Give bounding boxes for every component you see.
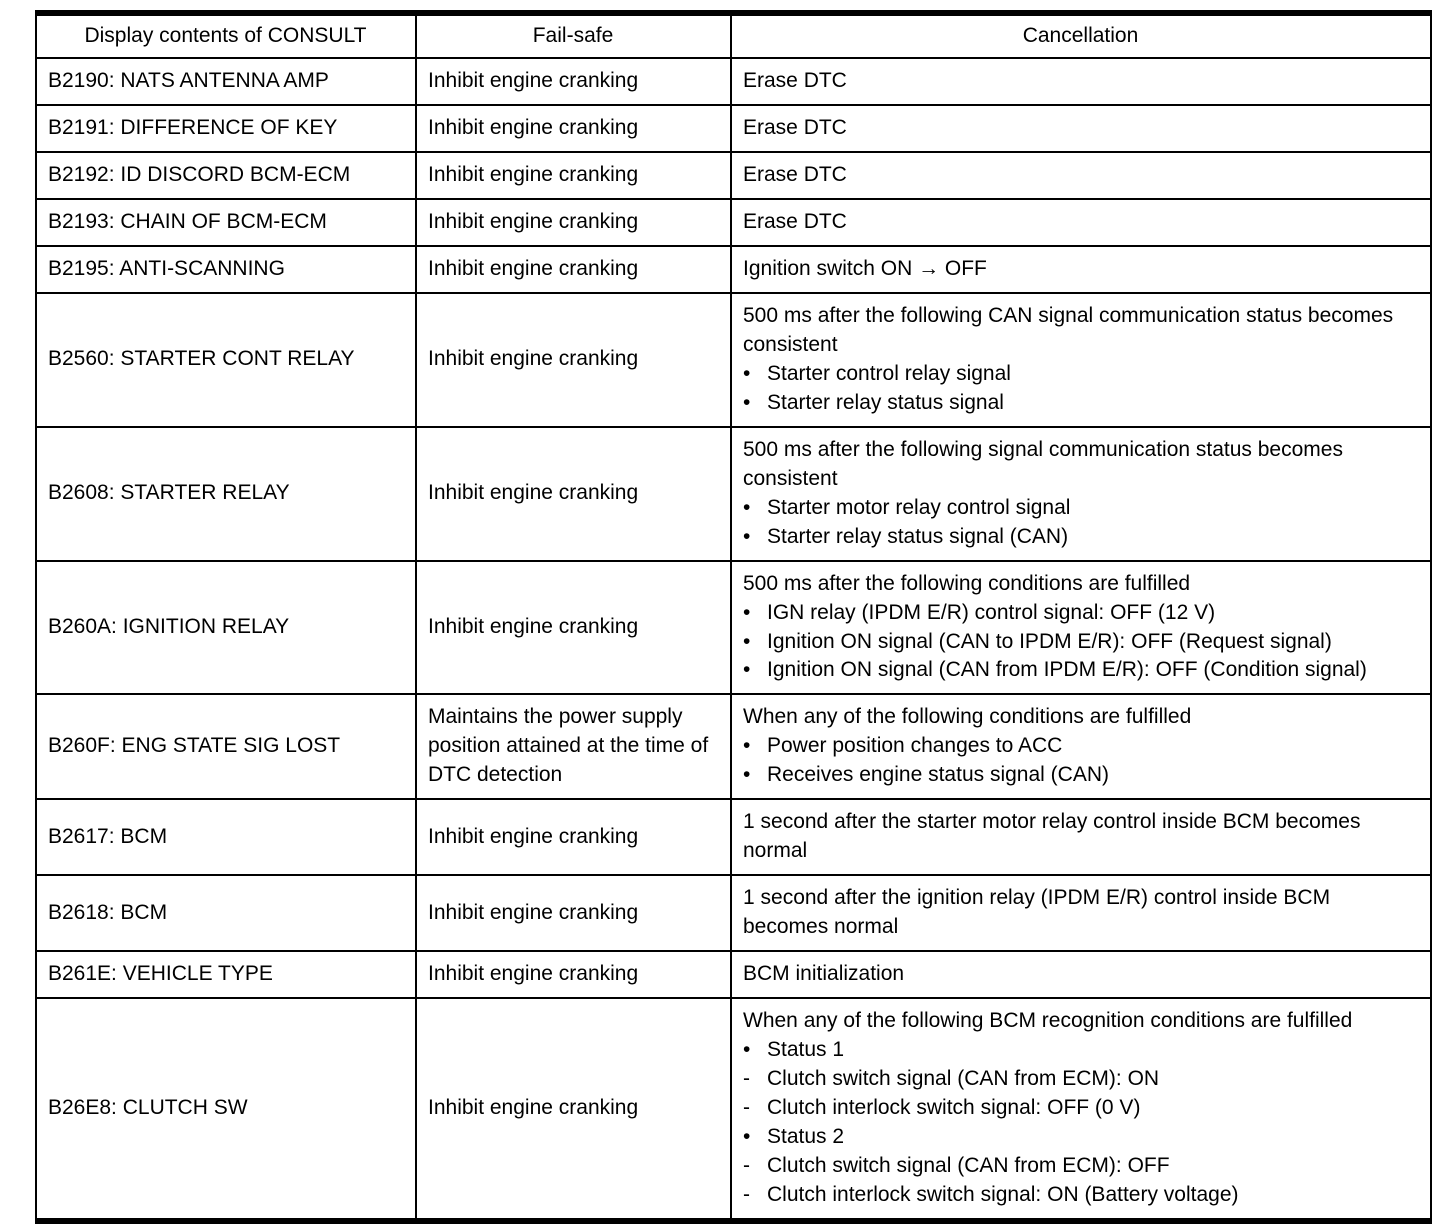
item-text: Clutch switch signal (CAN from ECM): ON [767, 1067, 1160, 1091]
dtc-cell: B2195: ANTI-SCANNING [36, 246, 416, 293]
dtc-cell: B2617: BCM [36, 799, 416, 875]
item-text: Receives engine status signal (CAN) [767, 763, 1109, 787]
table-body [36, 58, 1431, 1221]
dash-marker: - [743, 1096, 750, 1120]
item-text: Clutch interlock switch signal: ON (Battery voltage) [767, 1183, 1239, 1206]
cancellation-text-line: 1 second after the starter motor relay control inside BCM becomes normal [743, 810, 1361, 863]
cancellation-cell [731, 694, 1431, 799]
cancellation-dash-item [743, 1181, 1418, 1210]
bullet-marker: • [743, 734, 751, 758]
cancellation-cell [731, 998, 1431, 1221]
dtc-cell: B2192: ID DISCORD BCM-ECM [36, 152, 416, 199]
dtc-cell: B2618: BCM [36, 875, 416, 951]
failsafe-cell: Inhibit engine cranking [416, 561, 731, 695]
item-text: Status 2 [767, 1125, 845, 1149]
cancellation-bullet-item [743, 360, 1418, 389]
item-text: Status 1 [767, 1038, 845, 1062]
failsafe-cell: Inhibit engine cranking [416, 293, 731, 427]
table-row [36, 105, 1431, 152]
header-display-contents: Display contents of CONSULT [36, 13, 416, 58]
table-row [36, 199, 1431, 246]
failsafe-cell: Inhibit engine cranking [416, 427, 731, 561]
cancellation-cell [731, 199, 1431, 246]
bullet-marker: • [743, 600, 751, 624]
failsafe-cell: Inhibit engine cranking [416, 199, 731, 246]
table-row [36, 152, 1431, 199]
dtc-cell: B26E8: CLUTCH SW [36, 998, 416, 1221]
item-text: Power position changes to ACC [767, 734, 1063, 758]
dtc-cell: B2190: NATS ANTENNA AMP [36, 58, 416, 105]
dtc-cell: B260F: ENG STATE SIG LOST [36, 694, 416, 799]
item-text: IGN relay (IPDM E/R) control signal: OFF (12 V) [767, 600, 1216, 624]
table-row [36, 799, 1431, 875]
failsafe-cell: Inhibit engine cranking [416, 951, 731, 998]
cancellation-cell [731, 246, 1431, 293]
dash-marker: - [743, 1067, 750, 1091]
cancellation-cell [731, 799, 1431, 875]
bullet-marker: • [743, 524, 751, 548]
failsafe-cell: Inhibit engine cranking [416, 105, 731, 152]
cancellation-text-line: Erase DTC [743, 209, 847, 233]
failsafe-cell: Inhibit engine cranking [416, 246, 731, 293]
header-fail-safe: Fail-safe [416, 13, 731, 58]
cancellation-text-line: 500 ms after the following CAN signal communication status becomes consistent [743, 303, 1394, 356]
item-text: Starter motor relay control signal [767, 495, 1071, 519]
cancellation-dash-item [743, 1065, 1418, 1094]
cancellation-cell [731, 105, 1431, 152]
cancellation-bullet-item [743, 494, 1418, 523]
failsafe-cell: Inhibit engine cranking [416, 799, 731, 875]
cancellation-bullet-item [743, 761, 1418, 790]
cancellation-text-line: When any of the following BCM recognition conditions are fulfilled [743, 1009, 1353, 1033]
bullet-marker: • [743, 390, 751, 414]
table-row [36, 58, 1431, 105]
dtc-cell: B2560: STARTER CONT RELAY [36, 293, 416, 427]
dash-marker: - [743, 1154, 750, 1178]
cancellation-text-line: BCM initialization [743, 962, 905, 986]
cancellation-cell [731, 427, 1431, 561]
header-cancellation: Cancellation [731, 13, 1431, 58]
table-row [36, 875, 1431, 951]
cancellation-cell [731, 875, 1431, 951]
cancellation-cell [731, 293, 1431, 427]
dtc-cell: B260A: IGNITION RELAY [36, 561, 416, 695]
cancellation-cell [731, 58, 1431, 105]
table-row [36, 427, 1431, 561]
cancellation-cell [731, 152, 1431, 199]
item-text: Starter control relay signal [767, 361, 1011, 385]
item-text: Ignition ON signal (CAN from IPDM E/R): OFF (Condition signal) [767, 658, 1367, 682]
dash-marker: - [743, 1183, 750, 1206]
bullet-marker: • [743, 495, 751, 519]
cancellation-cell [731, 561, 1431, 695]
failsafe-cell: Inhibit engine cranking [416, 875, 731, 951]
cancellation-cell [731, 951, 1431, 998]
failsafe-cell: Inhibit engine cranking [416, 58, 731, 105]
cancellation-dash-item [743, 1094, 1418, 1123]
cancellation-bullet-item [743, 389, 1418, 418]
dtc-cell: B2608: STARTER RELAY [36, 427, 416, 561]
table-row [36, 561, 1431, 695]
cancellation-text-line: When any of the following conditions are fulfilled [743, 705, 1192, 729]
dtc-failsafe-table [35, 10, 1432, 1224]
cancellation-text-line: Erase DTC [743, 115, 847, 139]
table-row [36, 951, 1431, 998]
failsafe-cell: Inhibit engine cranking [416, 998, 731, 1221]
dtc-cell: B2191: DIFFERENCE OF KEY [36, 105, 416, 152]
table-row [36, 998, 1431, 1221]
bullet-marker: • [743, 629, 751, 653]
table-row [36, 694, 1431, 799]
failsafe-cell: Maintains the power supply position attained at the time of DTC detection [416, 694, 731, 799]
bullet-marker: • [743, 1125, 751, 1149]
table-row [36, 246, 1431, 293]
cancellation-bullet-item [743, 1036, 1418, 1065]
item-text: Starter relay status signal [767, 390, 1004, 414]
cancellation-text-line: Erase DTC [743, 68, 847, 92]
item-text: Clutch interlock switch signal: OFF (0 V) [767, 1096, 1141, 1120]
bullet-marker: • [743, 361, 751, 385]
bullet-marker: • [743, 658, 751, 682]
cancellation-bullet-item [743, 732, 1418, 761]
table-row [36, 293, 1431, 427]
item-text: Ignition ON signal (CAN to IPDM E/R): OFF (Request signal) [767, 629, 1332, 653]
cancellation-dash-item [743, 1152, 1418, 1181]
dtc-cell: B261E: VEHICLE TYPE [36, 951, 416, 998]
cancellation-text-line: 500 ms after the following signal communication status becomes consistent [743, 437, 1343, 490]
cancellation-bullet-item [743, 523, 1418, 552]
bullet-marker: • [743, 1038, 751, 1062]
item-text: Starter relay status signal (CAN) [767, 524, 1069, 548]
cancellation-text-line: Erase DTC [743, 162, 847, 186]
cancellation-text-line: 500 ms after the following conditions are fulfilled [743, 571, 1191, 595]
cancellation-bullet-item [743, 628, 1418, 657]
dtc-cell: B2193: CHAIN OF BCM-ECM [36, 199, 416, 246]
cancellation-bullet-item [743, 1123, 1418, 1152]
cancellation-bullet-item [743, 656, 1418, 685]
bullet-marker: • [743, 763, 751, 787]
cancellation-bullet-item [743, 599, 1418, 628]
failsafe-cell: Inhibit engine cranking [416, 152, 731, 199]
header-row [36, 13, 1431, 58]
cancellation-text-line: 1 second after the ignition relay (IPDM E/R) control inside BCM becomes normal [743, 886, 1331, 939]
item-text: Clutch switch signal (CAN from ECM): OFF [767, 1154, 1170, 1178]
cancellation-text-line: Ignition switch ON → OFF [743, 256, 987, 280]
table-header [36, 13, 1431, 58]
